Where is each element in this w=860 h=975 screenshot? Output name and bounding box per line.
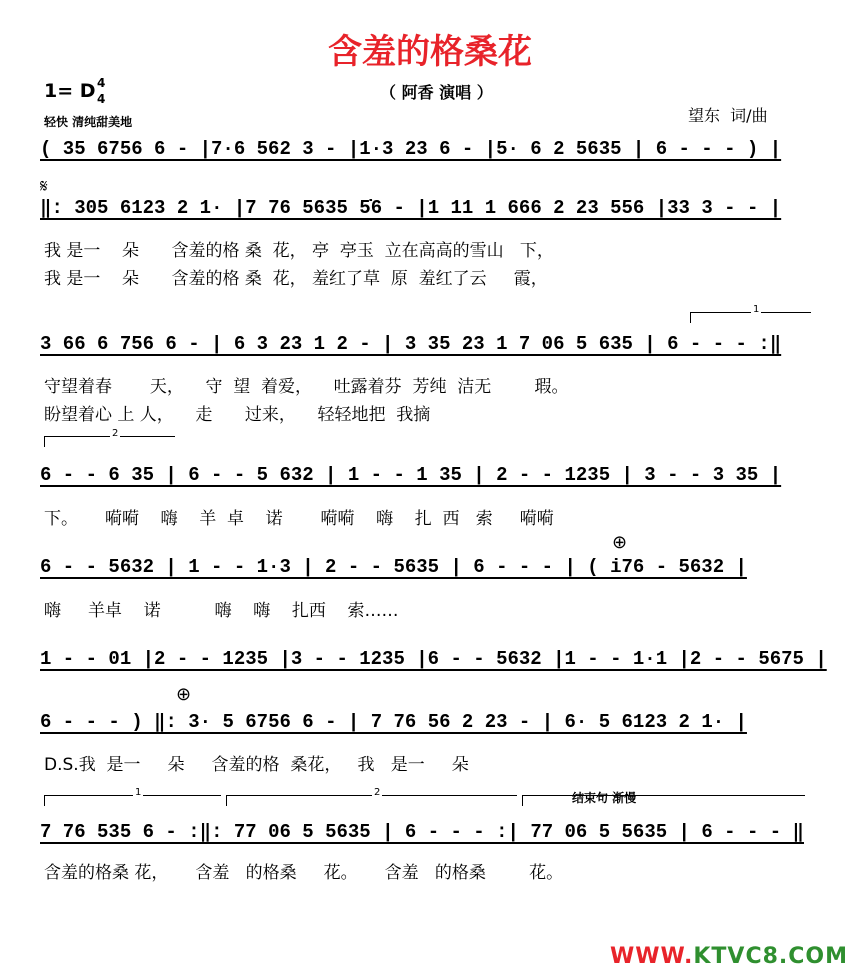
lyric-line-5: 下。 嗬嗬 嗨 羊 卓 诺 嗬嗬 嗨 扎 西 索 嗬嗬 [44,509,554,529]
staff-line-6: 1 - - 01 |2 - - 1235 |3 - - 1235 |6 - - 5632 |1 - - 1·1 |2 - - 5675 | [40,648,827,670]
volta-bracket-2: 2 [44,436,175,447]
lyric-line-7: D.S.我 是一 朵 含羞的格 桑花， 我 是一 朵 [44,755,469,775]
time-signature-top: 4 [97,76,106,90]
staff-line-2: ‖: 305 6123 2 1· |7 76 5635 5̇6 - |1 11 1 666 2 23 556 |33 3 - - | [40,197,782,219]
lyric-line-6: 嗨 羊卓 诺 嗨 嗨 扎西 索…… [44,601,399,621]
watermark-domain: KTVC8.COM [693,944,848,969]
tempo-marking: 轻快 清纯甜美地 [44,115,133,129]
lyric-line-1: 我 是一 朵 含羞的格 桑 花， 亭 亭玉 立在高高的雪山 下， [44,241,554,261]
lyricist-composer-credit: 望东 词/曲 [688,106,768,125]
lyric-line-3: 守望着春 天， 守 望 着爱， 吐露着芬 芳纯 洁无 瑕。 [44,377,569,397]
song-title: 含羞的格桑花 [328,32,532,72]
lyric-line-8: 含羞的格桑 花， 含羞 的格桑 花。 含羞 的格桑 花。 [44,863,564,883]
volta-bracket-1: 1 [690,312,811,323]
site-watermark [610,944,848,969]
volta-bracket-1-ending: 1 [44,795,221,806]
staff-line-3: 3 66 6 756 6 - | 6 3 23 1 2 - | 3 35 23 1 7 06 5 635 | 6 - - - :‖ [40,333,782,355]
staff-line-5: 6 - - 5632 | 1 - - 1·3 | 2 - - 5635 | 6 - - - | ( i76 - 5632 | [40,556,747,578]
segno-icon: 𝄋 [40,176,48,197]
staff-line-7: 6 - - - ) ‖: 3· 5 6756 6 - | 7 76 56 2 23 - | 6· 5 6123 2 1· | [40,711,747,733]
staff-line-4: 6 - - 6 35 | 6 - - 5 632 | 1 - - 1 35 | 2 - - 1235 | 3 - - 3 35 | [40,464,782,486]
staff-line-8: 7 76 535 6 - :‖: 77 06 5 5635 | 6 - - - :| 77 06 5 5635 | 6 - - - ‖ [40,821,804,843]
key-signature: 1= D [44,80,96,102]
staff-line-1: ( 35 6756 6 - |7·6 562 3 - |1·3 23 6 - |5· 6 2 5635 | 6 - - - ) | [40,138,782,160]
watermark-prefix: WWW. [609,944,694,969]
end-phrase-bracket [522,795,805,806]
coda-icon: ⊕ [176,684,192,705]
volta-bracket-2-ending: 2 [226,795,517,806]
end-phrase-label: 结束句 渐慢 [572,791,637,805]
lyric-line-4: 盼望着心 上 人， 走 过来， 轻轻地把 我摘 [44,405,431,425]
coda-icon: ⊕ [612,532,628,553]
time-signature-bottom: 4 [97,92,106,106]
lyric-line-2: 我 是一 朵 含羞的格 桑 花， 羞红了草 原 羞红了云 霞， [44,269,548,289]
singer-credit: （ 阿香 演唱 ） [380,83,493,102]
